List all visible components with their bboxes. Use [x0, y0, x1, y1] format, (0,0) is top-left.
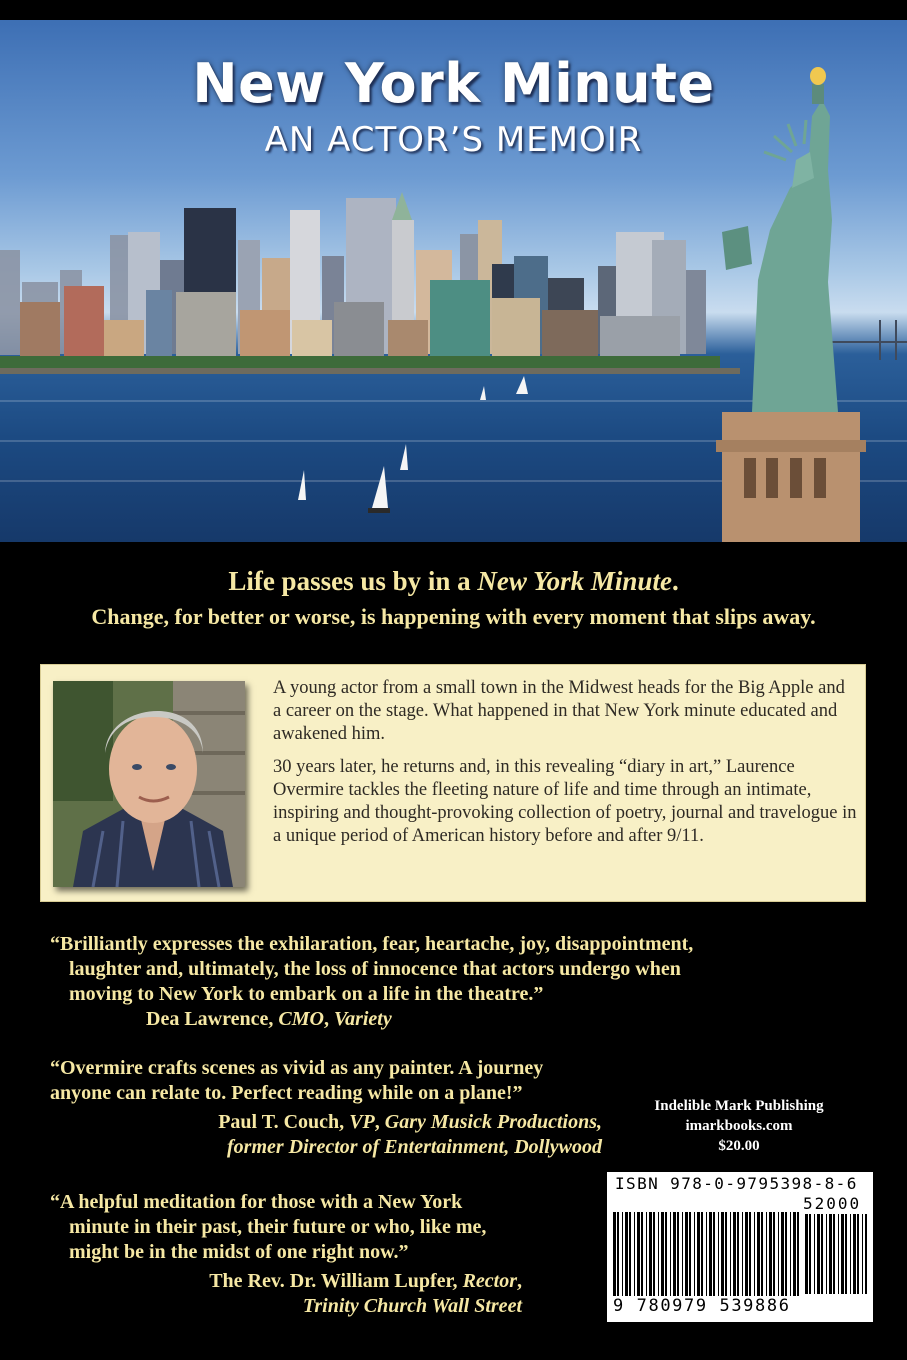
- quote-2-line-1: “Overmire crafts scenes as vivid as any painter. A journey: [50, 1057, 544, 1079]
- barcode-bars-main: [613, 1212, 799, 1296]
- quote-2-org: Gary Musick Productions,: [384, 1111, 602, 1133]
- quote-1-line-2: laughter and, ultimately, the loss of innocence that actors undergo when: [69, 958, 681, 980]
- book-subtitle: AN ACTOR’S MEMOIR: [264, 120, 643, 160]
- book-title: New York Minute: [192, 52, 715, 115]
- book-price: $20.00: [718, 1138, 760, 1154]
- author-photo: [53, 681, 245, 887]
- tagline-line-2: Change, for better or worse, is happening with every moment that slips away.: [91, 604, 816, 629]
- quote-1-sep: ,: [323, 1008, 334, 1030]
- review-quote-1: [50, 932, 900, 1032]
- publisher-website: imarkbooks.com: [685, 1118, 793, 1134]
- quote-1-title: CMO: [278, 1008, 324, 1030]
- tagline-emphasis: New York Minute: [477, 566, 672, 596]
- publisher-name: Indelible Mark Publishing: [654, 1098, 824, 1114]
- barcode-bars-addon: [805, 1214, 867, 1294]
- tagline-prefix: Life passes us by in a: [228, 566, 478, 596]
- description-paragraph-1: A young actor from a small town in the Midwest heads for the Big Apple and a career on the stage. What happened in that New York minute educated and awakened him.: [273, 678, 845, 744]
- description-box: [40, 664, 866, 902]
- description-text: [273, 677, 857, 858]
- quote-2-line-2: anyone can relate to. Perfect reading while on a plane!”: [50, 1082, 523, 1104]
- quote-2-sep: ,: [374, 1111, 385, 1133]
- quote-2-title: VP: [349, 1111, 375, 1133]
- review-quote-2: [50, 1056, 610, 1160]
- quote-3-attribution: [50, 1269, 570, 1294]
- quote-1-line-1: “Brilliantly expresses the exhilaration, fear, heartache, joy, disappointment,: [50, 933, 694, 955]
- quote-3-attribution-line-2: Trinity Church Wall Street: [302, 1295, 522, 1317]
- cover-photo-skyline: [0, 20, 907, 542]
- quote-3-line-3: might be in the midst of one right now.”: [69, 1241, 409, 1263]
- tagline-line-1: [0, 566, 907, 597]
- quote-1-line-3: moving to New York to embark on a life in the theatre.”: [69, 983, 544, 1005]
- quote-3-line-2: minute in their past, their future or who, like me,: [69, 1216, 487, 1238]
- review-quote-3: [50, 1190, 570, 1319]
- tagline-suffix: .: [671, 566, 679, 596]
- quote-1-attribution: [50, 1007, 900, 1032]
- price-code: 52000: [803, 1194, 862, 1213]
- quote-3-title: Rector: [462, 1270, 517, 1292]
- author-portrait-illustration: [53, 681, 245, 887]
- publisher-info: [604, 1096, 874, 1156]
- quote-3-sep: ,: [517, 1270, 522, 1292]
- quote-2-name: Paul T. Couch,: [218, 1111, 350, 1133]
- quote-3-line-1: “A helpful meditation for those with a New York: [50, 1191, 463, 1213]
- quote-3-name: The Rev. Dr. William Lupfer,: [209, 1270, 463, 1292]
- quote-2-attribution-line-2: former Director of Entertainment, Dollywood: [227, 1136, 602, 1158]
- description-paragraph-2: 30 years later, he returns and, in this revealing “diary in art,” Laurence Overmire tackles the fleeting nature of life and time through an intimate, inspiring and thought-provoking collection of poetry, journal and travelogue in a unique period of American history before and after 9/11.: [273, 757, 857, 846]
- quote-1-org: Variety: [333, 1008, 392, 1030]
- isbn-barcode: [607, 1172, 873, 1322]
- quote-2-attribution: [50, 1110, 610, 1135]
- quote-1-name: Dea Lawrence,: [146, 1008, 279, 1030]
- isbn-number: ISBN 978-0-9795398-8-6: [615, 1174, 858, 1193]
- barcode-digits: 9 780979 539886: [613, 1296, 791, 1316]
